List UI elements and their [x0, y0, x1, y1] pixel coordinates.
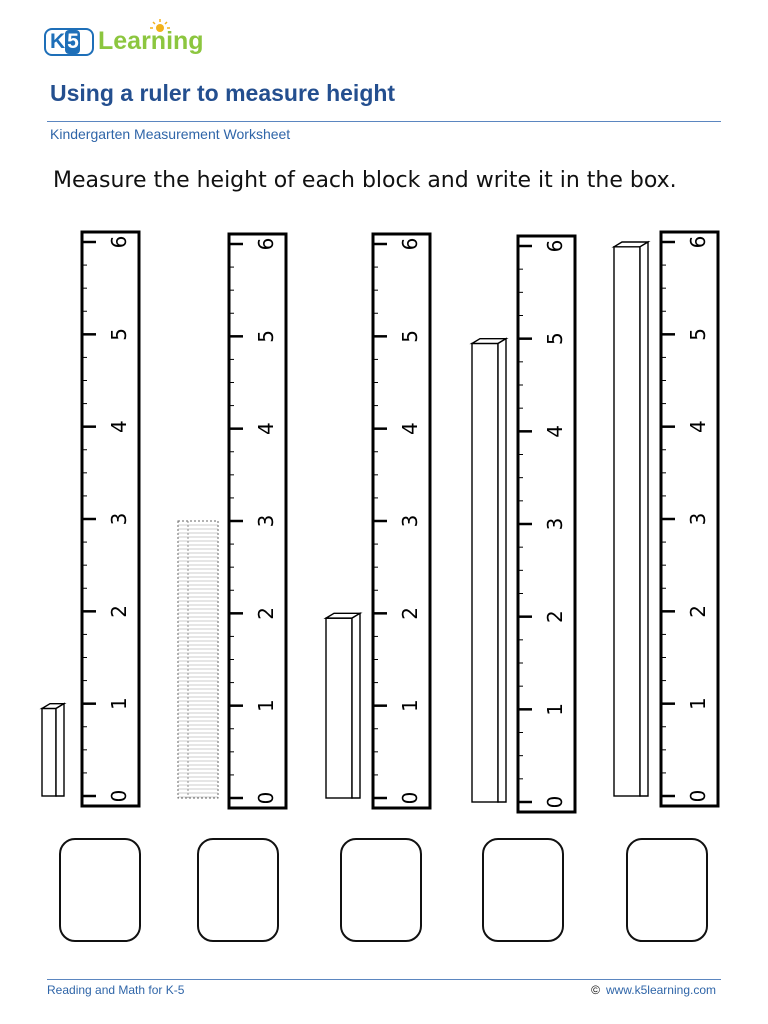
answer-box-3[interactable]	[340, 838, 422, 942]
ruler-label: 5	[543, 332, 567, 346]
ruler-label: 6	[686, 235, 710, 249]
page-title: Using a ruler to measure height	[50, 80, 396, 106]
ruler-label: 5	[686, 327, 710, 341]
ruler-label: 3	[398, 514, 422, 528]
footer-website[interactable]	[591, 983, 716, 997]
ruler-label: 3	[543, 517, 567, 531]
ruler-1	[82, 232, 139, 806]
ruler-label: 2	[686, 604, 710, 618]
answer-box-5[interactable]	[626, 838, 708, 942]
ruler-label: 1	[107, 697, 131, 711]
answer-box-1[interactable]	[59, 838, 141, 942]
ruler-label: 1	[254, 699, 278, 713]
ruler-label: 4	[254, 422, 278, 436]
ruler-label: 6	[398, 237, 422, 251]
ruler-3	[373, 234, 430, 808]
ruler-label: 0	[543, 795, 567, 809]
ruler-label: 2	[543, 610, 567, 624]
website-link[interactable]: www.k5learning.com	[605, 983, 716, 997]
ruler-label: 1	[686, 697, 710, 711]
ruler-5	[661, 232, 718, 806]
instructions: Measure the height of each block and write it in the box.	[53, 168, 677, 193]
copyright-symbol: ©	[591, 983, 600, 997]
logo-wordmark: Learning	[98, 27, 204, 55]
answer-box-2[interactable]	[197, 838, 279, 942]
ruler-label: 2	[254, 606, 278, 620]
ruler-label: 4	[686, 420, 710, 434]
block-1	[42, 704, 64, 796]
ruler-label: 3	[686, 512, 710, 526]
block-4	[472, 339, 506, 802]
ruler-label: 0	[686, 789, 710, 803]
block-3	[326, 613, 360, 798]
ruler-label: 4	[398, 422, 422, 436]
ruler-label: 2	[107, 604, 131, 618]
footer-tagline: Reading and Math for K-5	[47, 983, 185, 997]
ruler-label: 6	[107, 235, 131, 249]
footer-divider	[47, 979, 721, 980]
page-subtitle: Kindergarten Measurement Worksheet	[50, 126, 291, 142]
ruler-label: 0	[254, 791, 278, 805]
ruler-label: 3	[107, 512, 131, 526]
ruler-label: 6	[254, 237, 278, 251]
ruler-label: 5	[254, 329, 278, 343]
ruler-label: 5	[398, 329, 422, 343]
ruler-label: 4	[107, 420, 131, 434]
ruler-label: 0	[107, 789, 131, 803]
block-5	[614, 242, 648, 796]
ruler-4	[518, 236, 575, 812]
ruler-label: 0	[398, 791, 422, 805]
block-2	[178, 521, 218, 798]
ruler-label: 1	[543, 702, 567, 716]
ruler-label: 1	[398, 699, 422, 713]
ruler-label: 2	[398, 606, 422, 620]
answer-box-4[interactable]	[482, 838, 564, 942]
ruler-label: 4	[543, 424, 567, 438]
ruler-label: 3	[254, 514, 278, 528]
ruler-label: 6	[543, 239, 567, 253]
logo-badge: K 5	[44, 28, 94, 56]
ruler-2	[229, 234, 286, 808]
ruler-label: 5	[107, 327, 131, 341]
